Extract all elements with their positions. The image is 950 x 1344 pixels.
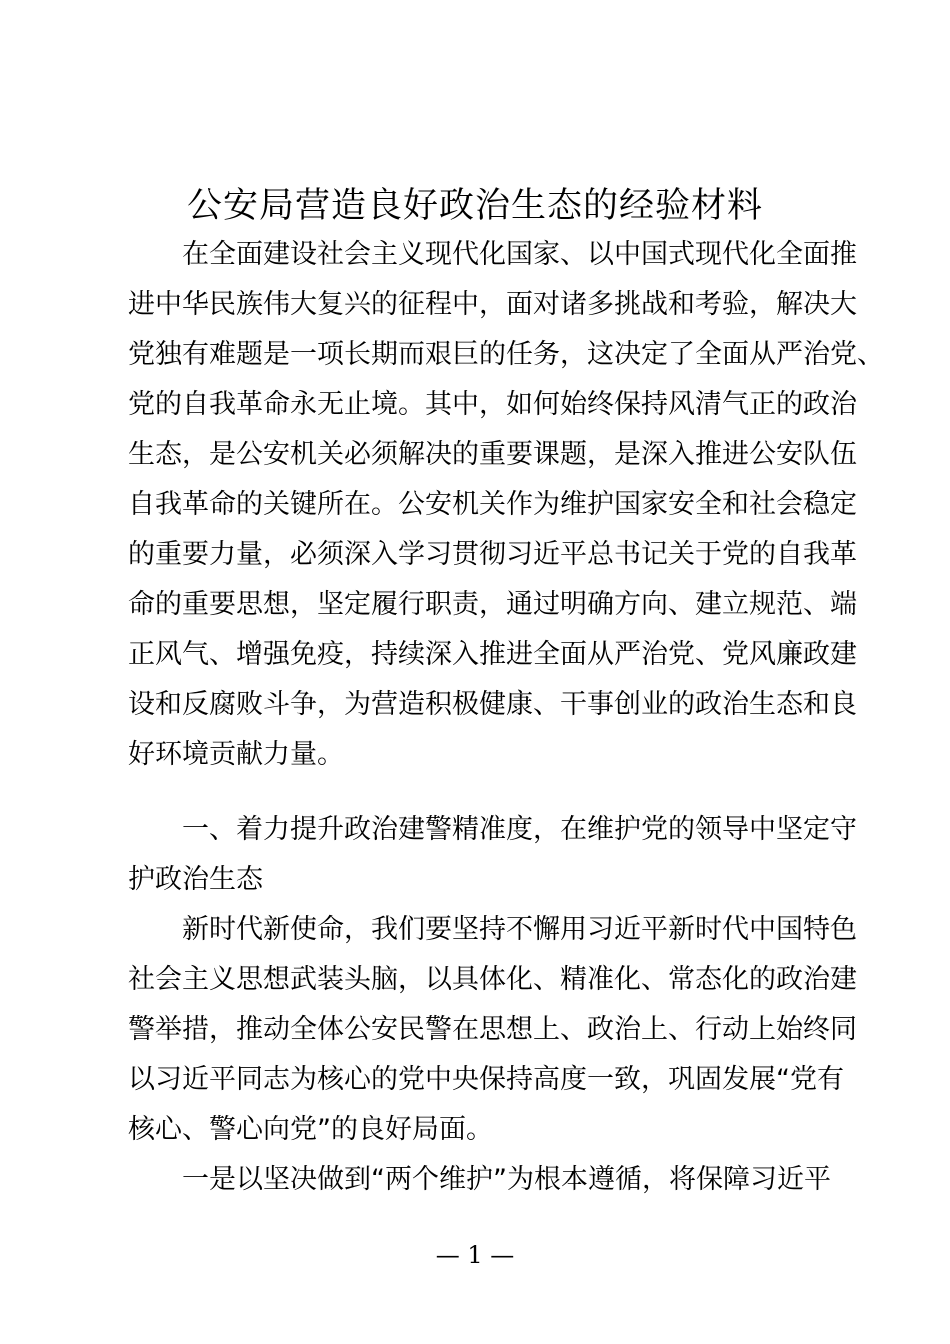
page-number: — 1 — (435, 1241, 515, 1269)
document-body (128, 230, 884, 1205)
text-line: 党的自我革命永无止境。其中，如何始终保持风清气正的政治 (128, 389, 857, 420)
paragraph-spacing (128, 780, 840, 805)
heading-line: 一、着力提升政治建警精准度，在维护党的领导中坚定守 (128, 814, 857, 845)
section-heading-1 (128, 805, 857, 905)
paragraph-section-1 (128, 905, 857, 1155)
text-line: 命的重要思想，坚定履行职责，通过明确方向、建立规范、端 (128, 589, 857, 620)
text-line: 正风气、增强免疫，持续深入推进全面从严治党、党风廉政建 (128, 639, 857, 670)
text-line: 生态，是公安机关必须解决的重要课题，是深入推进公安队伍 (128, 439, 857, 470)
text-line: 社会主义思想武装头脑，以具体化、精准化、常态化的政治建 (128, 964, 857, 995)
text-line: 警举措，推动全体公安民警在思想上、政治上、行动上始终同 (128, 1014, 857, 1045)
heading-line: 护政治生态 (128, 864, 263, 895)
document-title: 公安局营造良好政治生态的经验材料 (186, 186, 763, 226)
text-line: 新时代新使命，我们要坚持不懈用习近平新时代中国特色 (128, 914, 857, 945)
text-line: 在全面建设社会主义现代化国家、以中国式现代化全面推 (128, 239, 857, 270)
text-line: 进中华民族伟大复兴的征程中，面对诸多挑战和考验，解决大 (128, 289, 857, 320)
text-line: 党独有难题是一项长期而艰巨的任务，这决定了全面从严治党、 (128, 339, 884, 370)
text-line: 好环境贡献力量。 (128, 739, 344, 770)
paragraph-point-1 (128, 1155, 840, 1205)
text-line: 的重要力量，必须深入学习贯彻习近平总书记关于党的自我革 (128, 539, 857, 570)
text-line: 以习近平同志为核心的党中央保持高度一致，巩固发展“党有 (128, 1064, 844, 1095)
text-line: 核心、警心向党”的良好局面。 (128, 1114, 493, 1145)
text-line: 设和反腐败斗争，为营造积极健康、干事创业的政治生态和良 (128, 689, 857, 720)
text-line: 一是以坚决做到“两个维护”为根本遵循，将保障习近平 (128, 1164, 831, 1195)
paragraph-intro (128, 230, 884, 780)
text-line: 自我革命的关键所在。公安机关作为维护国家安全和社会稳定 (128, 489, 857, 520)
